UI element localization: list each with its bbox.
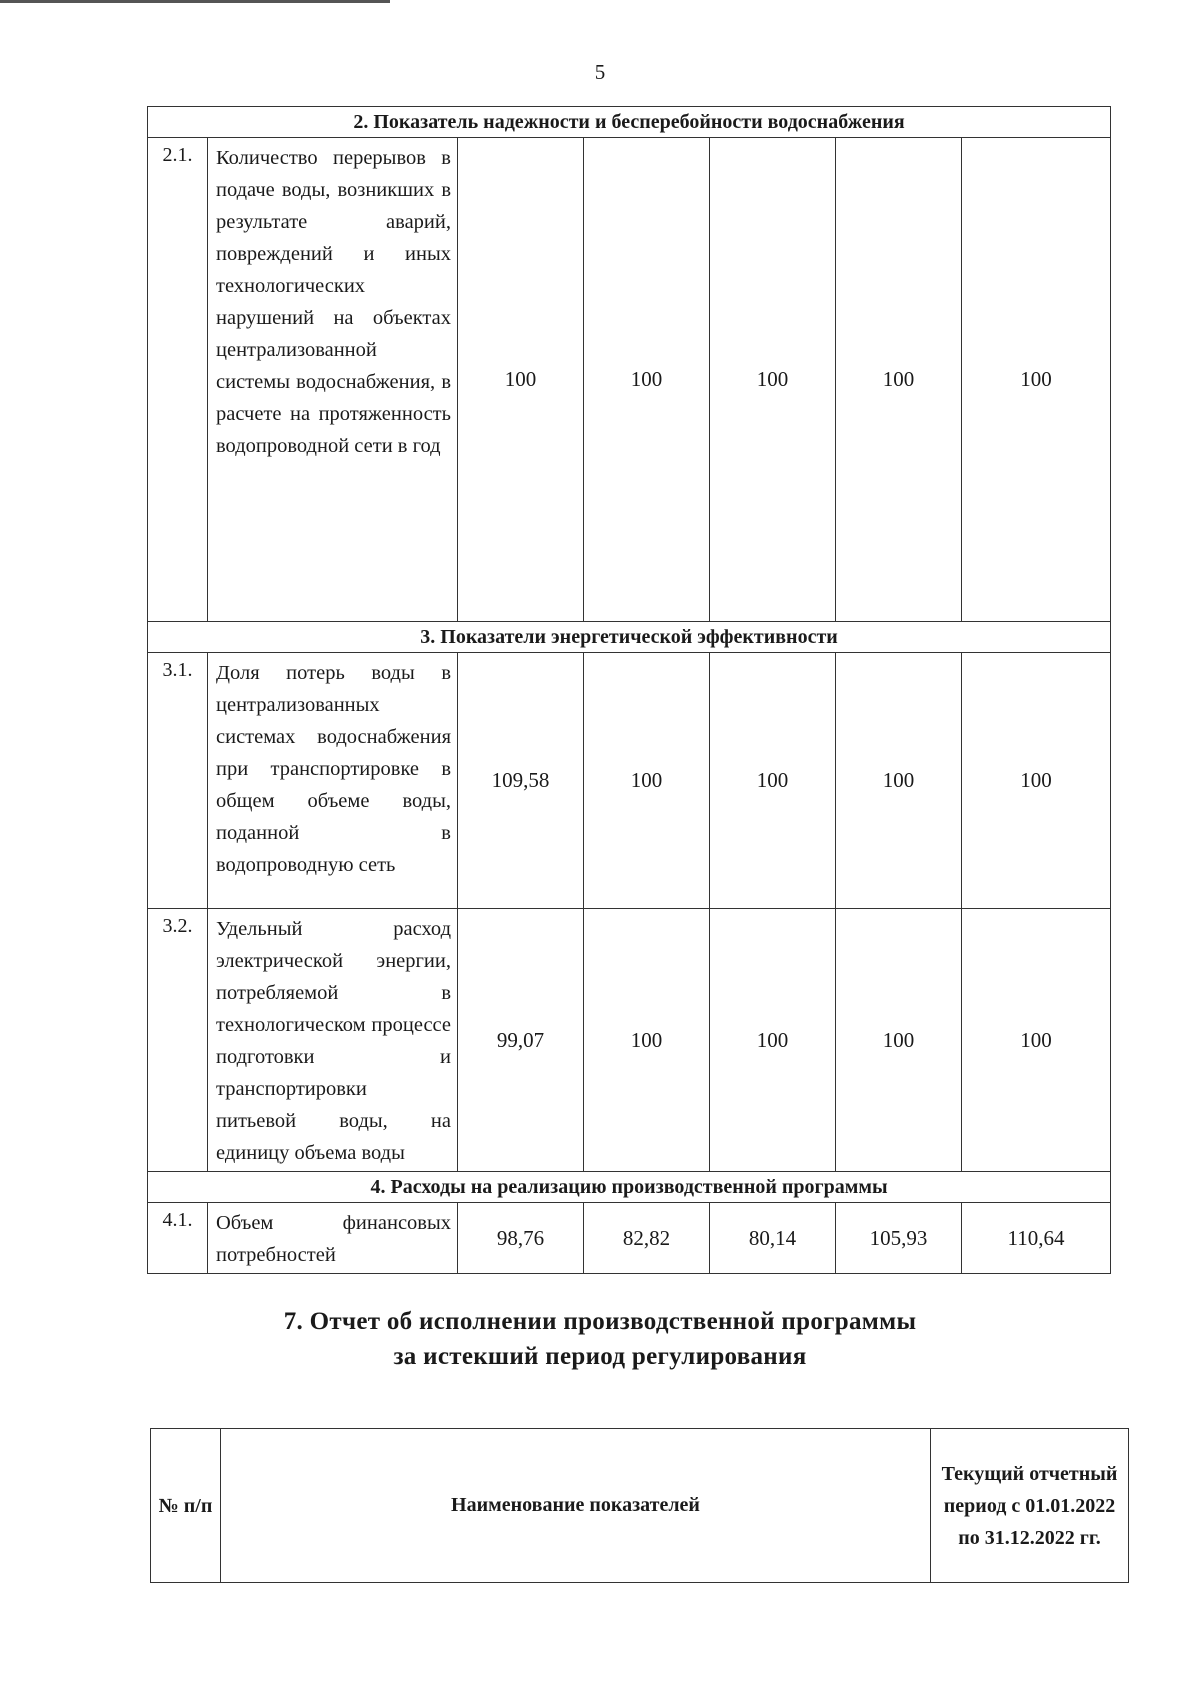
page-number: 5 (594, 60, 606, 84)
value-cell: 100 (710, 138, 836, 622)
section-3-title: 3. Показатели энергетической эффективности (148, 622, 1111, 653)
table-row-2-1 (148, 138, 1111, 622)
section-3-header-row (148, 622, 1111, 653)
value-cell: 100 (710, 653, 836, 909)
row-number: 2.1. (148, 138, 208, 622)
value-cell: 99,07 (458, 909, 584, 1172)
indicator-name: Количество перерывов в подаче воды, возникших в результате аварий, повреждений и иных технологических нарушений на объектах централизованной системы водоснабжения, в расчете на протяженность водопроводной сети в год (208, 138, 458, 622)
value-cell: 110,64 (962, 1203, 1111, 1274)
column-header-period: Текущий отчетный период с 01.01.2022 по 31.12.2022 гг. (931, 1429, 1129, 1583)
scan-edge-line (0, 0, 390, 3)
row-number: 3.2. (148, 909, 208, 1172)
value-cell: 100 (458, 138, 584, 622)
indicator-name: Доля потерь воды в централизованных системах водоснабжения при транспортировке в общем объеме воды, поданной в водопроводную сеть (208, 653, 458, 909)
value-cell: 100 (962, 653, 1111, 909)
table-row-3-1 (148, 653, 1111, 909)
value-cell: 98,76 (458, 1203, 584, 1274)
section-4-header-row (148, 1172, 1111, 1203)
column-header-name: Наименование показателей (221, 1429, 931, 1583)
report-table-header-row (151, 1429, 1129, 1583)
table-row-4-1 (148, 1203, 1111, 1274)
section-2-title: 2. Показатель надежности и бесперебойности водоснабжения (148, 107, 1111, 138)
table-row-3-2 (148, 909, 1111, 1172)
section-7-heading (0, 1304, 1200, 1374)
value-cell: 100 (836, 909, 962, 1172)
value-cell: 82,82 (584, 1203, 710, 1274)
value-cell: 100 (584, 653, 710, 909)
value-cell: 100 (836, 138, 962, 622)
indicator-name: Удельный расход электрической энергии, потребляемой в технологическом процессе подготовки и транспортировки питьевой воды, на единицу объема воды (208, 909, 458, 1172)
column-header-number: № п/п (151, 1429, 221, 1583)
value-cell: 100 (962, 909, 1111, 1172)
value-cell: 80,14 (710, 1203, 836, 1274)
value-cell: 100 (584, 909, 710, 1172)
section-4-title: 4. Расходы на реализацию производственной программы (148, 1172, 1111, 1203)
section-7-heading-line-2: за истекший период регулирования (393, 1343, 807, 1370)
value-cell: 100 (962, 138, 1111, 622)
value-cell: 109,58 (458, 653, 584, 909)
section-7-heading-line-1: 7. Отчет об исполнении производственной программы (283, 1308, 917, 1335)
value-cell: 105,93 (836, 1203, 962, 1274)
report-table (150, 1428, 1129, 1583)
section-2-header-row (148, 107, 1111, 138)
indicators-table (147, 106, 1111, 1274)
value-cell: 100 (584, 138, 710, 622)
value-cell: 100 (710, 909, 836, 1172)
value-cell: 100 (836, 653, 962, 909)
row-number: 4.1. (148, 1203, 208, 1274)
indicator-name: Объем финансовых потребностей (208, 1203, 458, 1274)
row-number: 3.1. (148, 653, 208, 909)
